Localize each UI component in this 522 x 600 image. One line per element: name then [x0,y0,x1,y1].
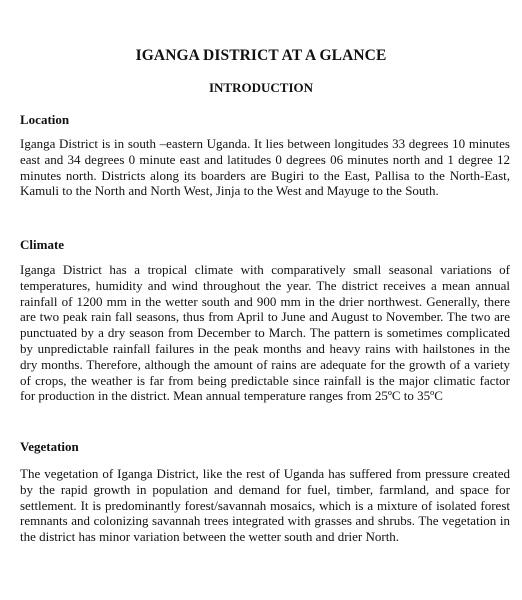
document-subtitle: INTRODUCTION [208,80,313,95]
section-heading-location: Location [20,112,70,127]
section-body-vegetation: The vegetation of Iganga District, like the rest of Uganda has suffered from pressure created by the rapid growth in population and demand for fuel, timber, farmland, and space for settlement. It is predominantly forest/savannah mosaics, which is a mixture of isolated forest remnants and colonizing savannah trees integrated with grasses and shrubs. The vegetation in the district has minor variation between the wetter south and drier North. [20,466,510,545]
section-heading-climate: Climate [20,237,65,252]
document-title: IGANGA DISTRICT AT A GLANCE [135,47,387,64]
section-body-climate: Iganga District has a tropical climate with comparatively small seasonal variations of temperatures, humidity and wind throughout the year. The district receives a mean annual rainfall of 1200 mm in the wetter south and 900 mm in the drier northwest. Generally, there are two peak rain fall seasons, thus from April to June and August to November. The two are punctuated by a dry season from December to March. The pattern is sometimes complicated by unpredictable rainfall failures in the peak months and heavy rains with hailstones in the dry months. Therefore, although the amount of rains are adequate for the growth of a variety of crops, the weather is far from being predictable since rainfall is the major climatic factor for production in the district. Mean annual temperature ranges from 25ºC to 35ºC [20,262,510,404]
section-body-location: Iganga District is in south –eastern Uganda. It lies between longitudes 33 degrees 10 minutes east and 34 degrees 0 minute east and latitudes 0 degrees 06 minutes north and 1 degree 12 minutes north. Districts along its boarders are Bugiri to the East, Pallisa to the North-East, Kamuli to the North and North West, Jinja to the West and Mayuge to the South. [20,136,510,199]
section-heading-vegetation: Vegetation [20,439,79,454]
